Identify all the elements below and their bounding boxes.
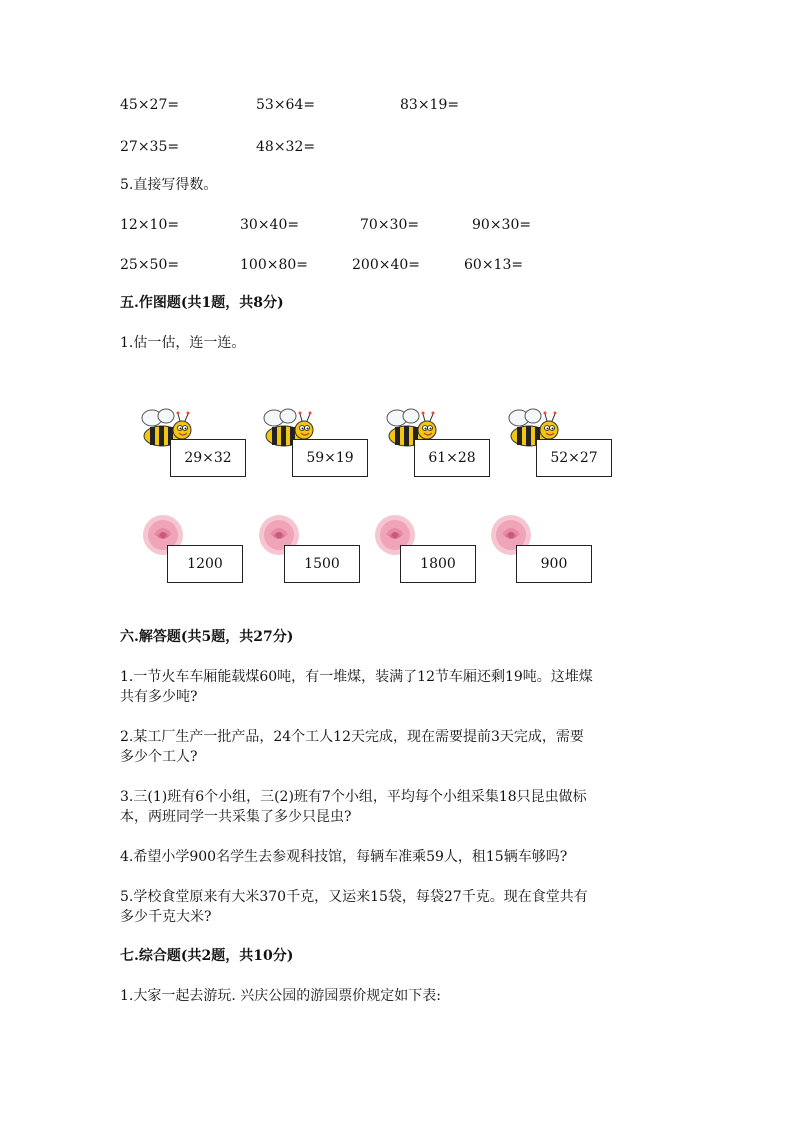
section-heading: 七.综合题(共2题，共10分) [120, 948, 294, 964]
calc-item: 45×27= [120, 97, 180, 113]
section-heading: 六.解答题(共5题，共27分) [120, 629, 294, 645]
question-text: 1.大家一起去游玩. 兴庆公园的游园票价规定如下表: [120, 988, 441, 1004]
bee-expression-box[interactable]: 52×27 [536, 439, 612, 477]
bee-expression-box[interactable]: 29×32 [170, 439, 246, 477]
calc-item: 200×40= [352, 257, 420, 273]
calc-item: 83×19= [400, 97, 460, 113]
calc-item: 70×30= [360, 217, 420, 233]
calc-item: 12×10= [120, 217, 180, 233]
rose-value-box[interactable]: 1200 [167, 545, 243, 583]
calc-item: 30×40= [240, 217, 300, 233]
calc-item: 25×50= [120, 257, 180, 273]
section-heading: 五.作图题(共1题，共8分) [120, 295, 284, 311]
problem-line: 共有多少吨? [120, 689, 198, 705]
rose-value-box[interactable]: 1500 [284, 545, 360, 583]
calc-item: 27×35= [120, 139, 180, 155]
rose-value-box[interactable]: 900 [516, 545, 592, 583]
problem-line: 5.学校食堂原来有大米370千克，又运来15袋，每袋27千克。现在食堂共有 [120, 889, 588, 905]
calc-item: 100×80= [240, 257, 308, 273]
calc-item: 90×30= [472, 217, 532, 233]
question-text: 1.估一估，连一连。 [120, 335, 246, 351]
rose-value-box[interactable]: 1800 [400, 545, 476, 583]
question-title: 5.直接写得数。 [120, 177, 218, 193]
problem-line: 3.三(1)班有6个小组，三(2)班有7个小组，平均每个小组采集18只昆虫做标 [120, 789, 587, 805]
bee-expression-box[interactable]: 61×28 [414, 439, 490, 477]
calc-item: 48×32= [256, 139, 316, 155]
problem-line: 本，两班同学一共采集了多少只昆虫? [120, 809, 352, 825]
calc-item: 53×64= [256, 97, 316, 113]
calc-item: 60×13= [464, 257, 524, 273]
problem-line: 多少个工人? [120, 749, 198, 765]
bee-expression-box[interactable]: 59×19 [292, 439, 368, 477]
problem-line: 多少千克大米? [120, 909, 212, 925]
problem-line: 1.一节火车车厢能载煤60吨，有一堆煤，装满了12节车厢还剩19吨。这堆煤 [120, 669, 593, 685]
problem-line: 2.某工厂生产一批产品，24个工人12天完成，现在需要提前3天完成，需要 [120, 729, 584, 745]
problem-line: 4.希望小学900名学生去参观科技馆，每辆车准乘59人，租15辆车够吗? [120, 849, 568, 865]
